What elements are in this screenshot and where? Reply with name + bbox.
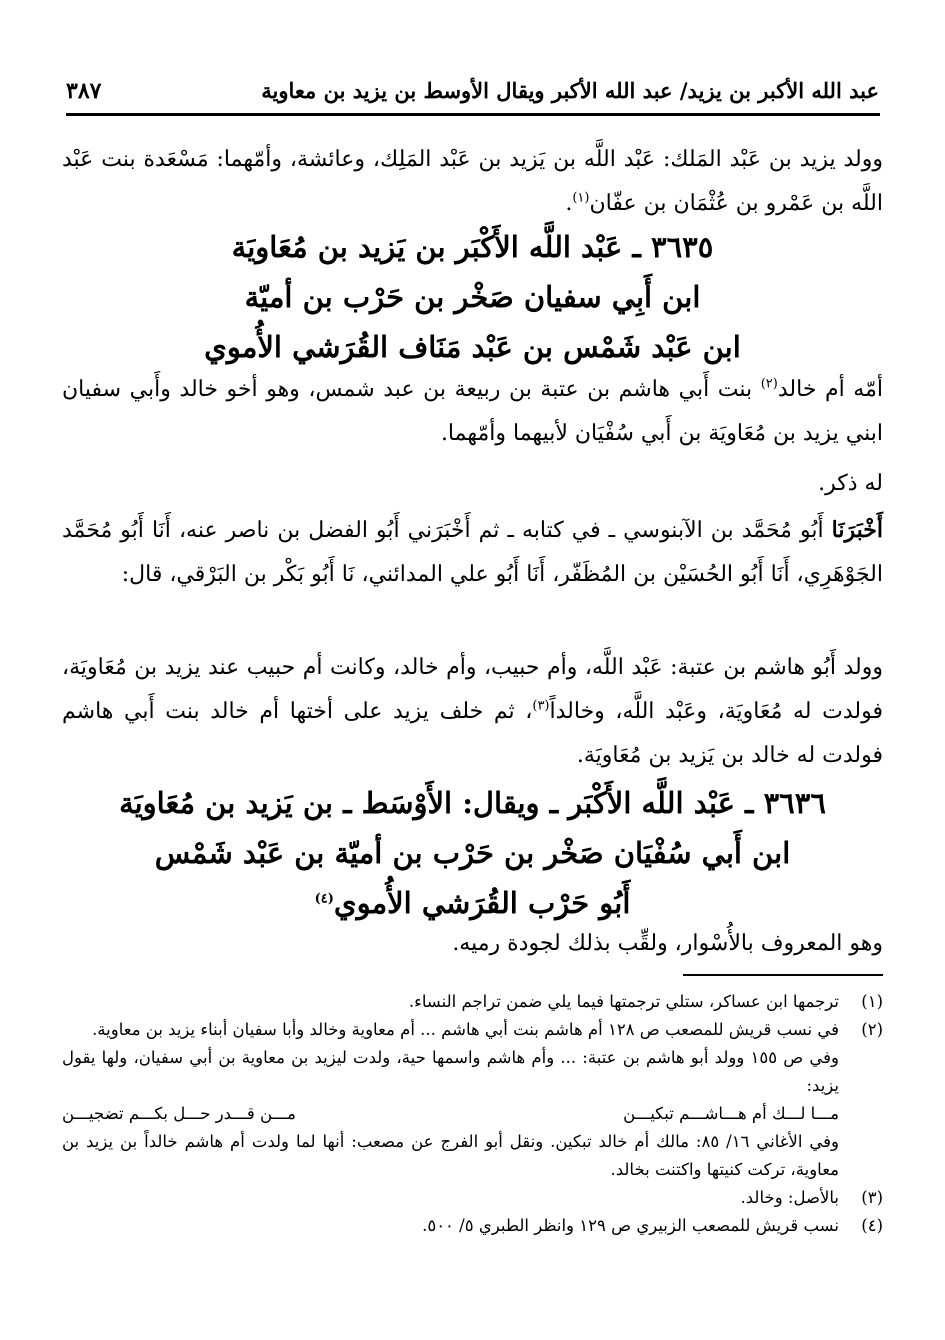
entry-heading-3636 (62, 778, 883, 928)
footnote-number: (٣) (861, 1188, 883, 1207)
poem-hemistich-right: مـــا لـــك أم هـــاشـــم تبكيـــن (623, 1104, 839, 1123)
paragraph-text: وولد يزيد بن عَبْد المَلك: عَبْد اللَّه بن يَزيد بن عَبْد المَلِك، وعائشة، وأمّهما: مَسْعَدة بنت عَبْد اللَّه بن عَمْرو بن عُثْمَان بن عفّان (62, 147, 883, 216)
running-head: عبد الله الأكبر بن يزيد/ عبد الله الأكبر ويقال الأوسط بن يزيد بن معاوية (261, 78, 879, 103)
footnote-number: (١) (861, 992, 883, 1011)
footnote-ref-2: (٢) (760, 376, 778, 392)
footnote-number: (٢) (861, 1020, 883, 1039)
poem-hemistich-left: مـــن قـــدر حـــل بكـــم تضجيـــن (62, 1104, 296, 1123)
paragraph-rest: بنت أَبي هاشم بن عتبة بن ربيعة بن عبد شمس، وهو أخو خالد وأَبي سفيان ابني يزيد بن مُعَاويَة بن أَبي سُفْيَان لأبيهما وأمّهما. (62, 377, 883, 446)
entry-heading-line-1: ٣٦٣٦ ـ عَبْد اللَّه الأَكْبَر ـ ويقال: الأَوْسَط ـ بن يَزيد بن مُعَاويَة (119, 786, 826, 820)
paragraph-children (62, 646, 883, 778)
isnad-lead-word: أَخْبَرَنَا (831, 517, 883, 543)
footnote-ref-4: (٤) (314, 891, 334, 907)
paragraph-text: وولد أَبُو هاشم بن عتبة: عَبْد اللَّه، وأم حبيب، وأم خالد، وكانت أم حبيب عند يزيد بن مُعَاويَة، فولدت له مُعَاويَة، وعَبْد اللَّه، وخالداً (62, 655, 883, 724)
footnote-line: ترجمها ابن عساكر، ستلي ترجمتها فيما يلي ضمن تراجم النساء. (408, 992, 839, 1011)
entry-heading-line-1: ٣٦٣٥ ـ عَبْد اللَّه الأَكْبَر بن يَزيد بن مُعَاويَة (231, 230, 714, 264)
paragraph-offspring (62, 138, 883, 226)
footnote-ref-3: (٣) (532, 698, 550, 714)
footnote-1 (62, 988, 883, 1016)
page-number: ٣٨٧ (66, 78, 102, 104)
paragraph-mother (62, 368, 883, 456)
footnotes (62, 988, 883, 1240)
header-rule (66, 113, 880, 116)
entry-heading-line-3 (62, 878, 883, 928)
footnote-line: نسب قريش للمصعب الزبيري ص ١٢٩ وانظر الطبري ٥/ ٥٠٠. (422, 1216, 839, 1235)
footnote-body (62, 1016, 839, 1184)
entry-heading-line-3: ابن عَبْد شَمْس بن عَبْد مَنَاف القُرَشي الأُموي (204, 330, 741, 364)
entry-heading-line-2: ابن أَبِي سفيان صَخْر بن حَرْب بن أميّة (244, 280, 701, 314)
footnote-number: (٤) (861, 1216, 883, 1235)
paragraph-text: أمّه أم خالد (777, 377, 883, 402)
entry-heading-line-2: ابن أَبي سُفْيَان صَخْر بن حَرْب بن أميّة بن عَبْد شَمْس (154, 836, 791, 870)
footnote-body (62, 1212, 839, 1240)
footnote-line: في نسب قريش للمصعب ص ١٢٨ أم هاشم بنت أبي هاشم ... أم معاوية وخالد وأبا سفيان أبناء يزيد بن معاوية. (92, 1020, 839, 1039)
footnote-2 (62, 1016, 883, 1184)
paragraph-mention: له ذكر. (818, 471, 883, 496)
footnote-3 (62, 1184, 883, 1212)
paragraph-aswar: وهو المعروف بالأُسْوار، ولقِّب بذلك لجودة رميه. (452, 931, 883, 956)
footnote-rule (683, 974, 883, 976)
poem-verse (62, 1100, 839, 1128)
footnote-ref-1: (١) (572, 190, 590, 206)
footnote-line: وفي الأغاني ١٦/ ٨٥: مالك أم خالد تبكين. ونقل أبو الفرج عن مصعب: أنها لما ولدت أم هاشم خالداً بن يزيد بن معاوية، تركت كنيتها واكتنت بخالد. (62, 1132, 839, 1179)
entry-heading-3635 (62, 222, 883, 372)
paragraph-rest: أَبُو مُحَمَّد بن الآبنوسي ـ في كتابه ـ ثم أَخْبَرَني أَبُو الفضل بن ناصر عنه، أَنَا أَبُو مُحَمَّد الجَوْهَرِي، أَنَا أَبُو الحُسَيْن بن المُظَفّر، أَنَا أَبُو علي المدائني، نَا أَبُو بَكْر بن البَرْقي، قال: (62, 518, 883, 587)
footnote-line: وفي ص ١٥٥ وولد أبو هاشم بن عتبة: ... وأم هاشم واسمها حية، ولدت ليزيد بن معاوية بن أبي سفيان، ولها يقول يزيد: (62, 1048, 840, 1095)
footnote-4 (62, 1212, 883, 1240)
entry-heading-text: أَبُو حَرْب القُرَشي الأُموي (333, 886, 631, 920)
paragraph-end: . (565, 191, 573, 216)
footnote-body (62, 1184, 839, 1212)
paragraph-isnad (62, 508, 883, 597)
paragraph-rest: ، ثم خلف يزيد على أختها أم خالد بنت أَبي هاشم فولدت له خالد بن يَزيد بن مُعَاويَة. (62, 699, 883, 768)
footnote-body (62, 988, 839, 1016)
footnote-line: بالأصل: وخالد. (740, 1188, 839, 1207)
